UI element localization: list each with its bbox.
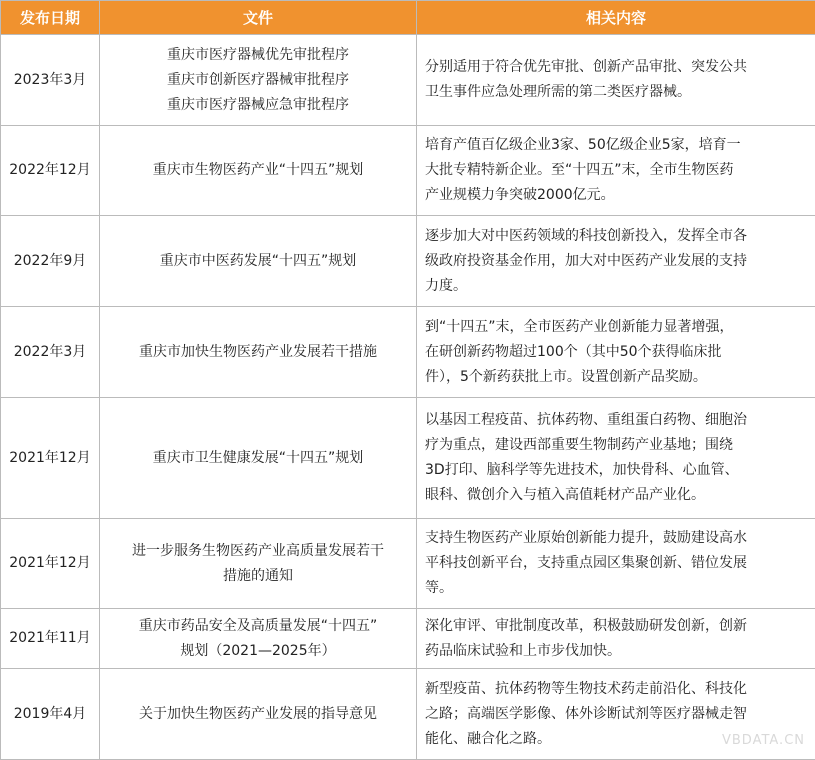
table-row [1, 126, 815, 216]
table-row [1, 669, 815, 760]
date-cell: 2021年12月 [1, 519, 100, 609]
content-line: 3D打印、脑科学等先进技术，加快骨科、心血管、 [425, 458, 809, 483]
table-row [1, 398, 815, 519]
header-content: 相关内容 [417, 1, 815, 35]
file-line: 关于加快生物医药产业发展的指导意见 [106, 702, 410, 727]
table-row [1, 519, 815, 609]
content-cell [417, 609, 815, 669]
file-cell [100, 669, 417, 760]
table-row [1, 609, 815, 669]
file-cell [100, 519, 417, 609]
content-line: 支持生物医药产业原始创新能力提升，鼓励建设高水 [425, 526, 809, 551]
header-row [1, 1, 815, 35]
date-cell: 2023年3月 [1, 35, 100, 126]
file-line: 重庆市医疗器械应急审批程序 [106, 93, 410, 118]
content-line: 分别适用于符合优先审批、创新产品审批、突发公共 [425, 55, 809, 80]
content-line: 级政府投资基金作用，加大对中医药产业发展的支持 [425, 249, 809, 274]
file-line: 措施的通知 [106, 564, 410, 589]
table-row [1, 35, 815, 126]
content-line: 在研创新药物超过100个（其中50个获得临床批 [425, 340, 809, 365]
content-cell [417, 126, 815, 216]
content-cell [417, 519, 815, 609]
file-cell [100, 398, 417, 519]
file-cell [100, 609, 417, 669]
content-line: 能化、融合化之路。 [425, 727, 809, 752]
content-line: 力度。 [425, 274, 809, 299]
date-cell: 2022年3月 [1, 307, 100, 398]
header-date: 发布日期 [1, 1, 100, 35]
header-file: 文件 [100, 1, 417, 35]
content-cell [417, 216, 815, 307]
file-line: 重庆市医疗器械优先审批程序 [106, 43, 410, 68]
content-line: 等。 [425, 576, 809, 601]
content-line: 深化审评、审批制度改革，积极鼓励研发创新，创新 [425, 614, 809, 639]
content-line: 药品临床试验和上市步伐加快。 [425, 639, 809, 664]
file-line: 重庆市加快生物医药产业发展若干措施 [106, 340, 410, 365]
file-line: 进一步服务生物医药产业高质量发展若干 [106, 539, 410, 564]
file-line: 重庆市生物医药产业“十四五”规划 [106, 158, 410, 183]
content-line: 眼科、微创介入与植入高值耗材产品产业化。 [425, 483, 809, 508]
content-cell [417, 398, 815, 519]
date-cell: 2021年11月 [1, 609, 100, 669]
file-line: 重庆市创新医疗器械审批程序 [106, 68, 410, 93]
content-line: 大批专精特新企业。至“十四五”末，全市生物医药 [425, 158, 809, 183]
date-cell: 2019年4月 [1, 669, 100, 760]
content-cell [417, 35, 815, 126]
file-cell [100, 35, 417, 126]
content-line: 平科技创新平台，支持重点园区集聚创新、错位发展 [425, 551, 809, 576]
date-cell: 2022年9月 [1, 216, 100, 307]
table-body [1, 35, 815, 760]
table-row [1, 216, 815, 307]
file-cell [100, 216, 417, 307]
content-line: 之路；高端医学影像、体外诊断试剂等医疗器械走智 [425, 702, 809, 727]
content-line: 卫生事件应急处理所需的第二类医疗器械。 [425, 80, 809, 105]
content-line: 疗为重点，建设西部重要生物制药产业基地；围绕 [425, 433, 809, 458]
file-cell [100, 307, 417, 398]
content-line: 以基因工程疫苗、抗体药物、重组蛋白药物、细胞治 [425, 408, 809, 433]
content-line: 件），5个新药获批上市。设置创新产品奖励。 [425, 365, 809, 390]
content-line: 产业规模力争突破2000亿元。 [425, 183, 809, 208]
content-line: 逐步加大对中医药领域的科技创新投入，发挥全市各 [425, 224, 809, 249]
file-line: 规划（2021—2025年） [106, 639, 410, 664]
content-line: 到“十四五”末，全市医药产业创新能力显著增强， [425, 315, 809, 340]
file-line: 重庆市中医药发展“十四五”规划 [106, 249, 410, 274]
date-cell: 2021年12月 [1, 398, 100, 519]
table-row [1, 307, 815, 398]
file-line: 重庆市药品安全及高质量发展“十四五” [106, 614, 410, 639]
content-line: 培育产值百亿级企业3家、50亿级企业5家，培育一 [425, 133, 809, 158]
watermark: VBDATA.CN [722, 733, 805, 748]
content-line: 新型疫苗、抗体药物等生物技术药走前沿化、科技化 [425, 677, 809, 702]
content-cell [417, 307, 815, 398]
file-cell [100, 126, 417, 216]
date-cell: 2022年12月 [1, 126, 100, 216]
file-line: 重庆市卫生健康发展“十四五”规划 [106, 446, 410, 471]
